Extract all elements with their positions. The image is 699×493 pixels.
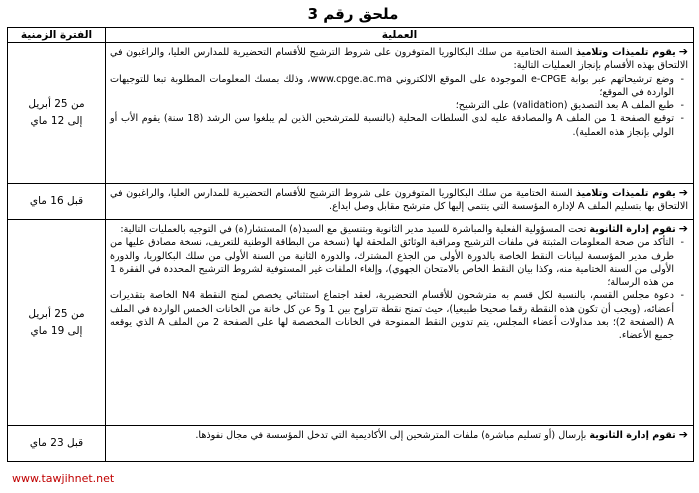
operation-text: السنة الختامية من سلك البكالوريا المتوفرون على شروط الترشيح للأقسام التحضيرية للمدارس العليا، والراغبون في الالتحاق بهذه الأقسام بإنجاز العمليات التالية: [110,47,688,72]
annex-title: ملحق رقم 3 [307,5,399,23]
period-deadline: قبل 16 ماي [29,195,84,207]
period-start: من 25 أبريل [28,307,85,320]
period-start: من 25 أبريل [28,98,85,110]
table-row [8,184,694,220]
table-row [8,43,694,184]
operation-text: السنة الختامية من سلك البكالوريا المتوفرون على شروط الترشيح للأقسام التحضيرية للمدارس العليا، والراغبون في الالتحاق بها بتسليم الملف A لإدارة المؤسسة التي ينتمي إليها كل مترشح مقابل وصل ايداع. [110,188,688,213]
list-item: - طبع الملف A بعد التصديق (validation) على الترشيح؛ [110,99,688,112]
period-cell [8,43,106,184]
operation-cell [106,426,694,462]
operation-cell [106,43,694,184]
arrow-icon: ➔ [678,222,688,235]
period-cell [8,220,106,426]
actor-label: تقوم إدارة الثانوية [589,430,676,441]
header-period: الفترة الزمنية [8,28,106,43]
schedule-table [7,27,694,462]
website-watermark: www.tawjihnet.net [12,472,115,485]
period-cell [8,426,106,462]
header-operation: العملية [106,28,694,43]
table-row [8,426,694,462]
arrow-icon: ➔ [678,45,688,58]
operation-text: بإرسال (أو تسليم مباشرة) ملفات المترشحين إلى الأكاديمية التي تدخل المؤسسة في مجال نفوذها. [195,430,590,441]
period-end: إلى 12 ماي [30,115,83,127]
operation-cell [106,220,694,426]
operation-cell [106,184,694,220]
actor-label: يقوم تلميذات وتلاميذ [575,188,676,199]
period-end: إلى 19 ماي [30,324,83,337]
period-deadline: قبل 23 ماي [29,437,84,449]
table-header-row [8,28,694,43]
period-cell [8,184,106,220]
table-row [8,220,694,426]
list-item: - دعوة مجلس القسم، بالنسبة لكل قسم به مترشحون للأقسام التحضيرية، لعقد اجتماع استثنائي يخصص لمنح النقطة N4 الخاصة بتقديرات أعضائه، (ويجب أن تكون هذه النقطة رقما صحيحا طبيعيا)، حيث تمنح نقطة تتراوح بين 1 و5 عن كل خانة من الخانات الخمس الواردة في الملف A (الصفحة 2)؛ بعد مداولات أعضاء المجلس، يتم تدوين النقط الممنوحة في الخانات المخصصة لها على الصفحة 2 من الملف A الذي يوقعه جميع الأعضاء. [110,289,688,342]
actor-label: تقوم إدارة الثانوية [589,224,676,235]
list-item: - التأكد من صحة المعلومات المثبتة في ملفات الترشيح ومراقبة الوثائق الملحقة لها (نسخة من البطاقة الوطنية للتعريف، نسخة مصادق عليها من طرف مدير المؤسسة لبيانات النقط الخاصة بالدورة الأولى من الجذع المشترك، والدورة الثانية من السنة الأولى من سلك البكالوريا، والدورة الأولى من السنة الختامية منه، وكذا بيان النقط الخاص بالامتحان الجهوي)، وإلغاء الملفات غير المستوفية لشروط الترشيح المحددة في الفقرة 1 من هذه الرسالة؛ [110,236,688,289]
arrow-icon: ➔ [678,428,688,441]
actor-label: يقوم تلميذات وتلاميذ [575,47,676,58]
list-item: - توقيع الصفحة 1 من الملف A والمصادقة عليه لدى السلطات المحلية (بالنسبة للمترشحين الذين لم يبلغوا سن الرشد (18 سنة) يقوم الأب أو الولي بإنجاز هذه العملية). [110,112,688,139]
arrow-icon: ➔ [678,186,688,199]
list-item: - وضع ترشيحاتهم عبر بوابة e-CPGE الموجودة على الموقع الالكتروني www.cpge.ac.ma، وذلك بمسك المعلومات المطلوبة تبعا للتوجيهات الواردة في الموقع؛ [110,73,688,100]
operation-text: تحت المسؤولية الفعلية والمباشرة للسيد مدير الثانوية وبتنسيق مع السيد(ة) المستشار(ة) في التوجيه بالعمليات التالية: [120,224,590,235]
